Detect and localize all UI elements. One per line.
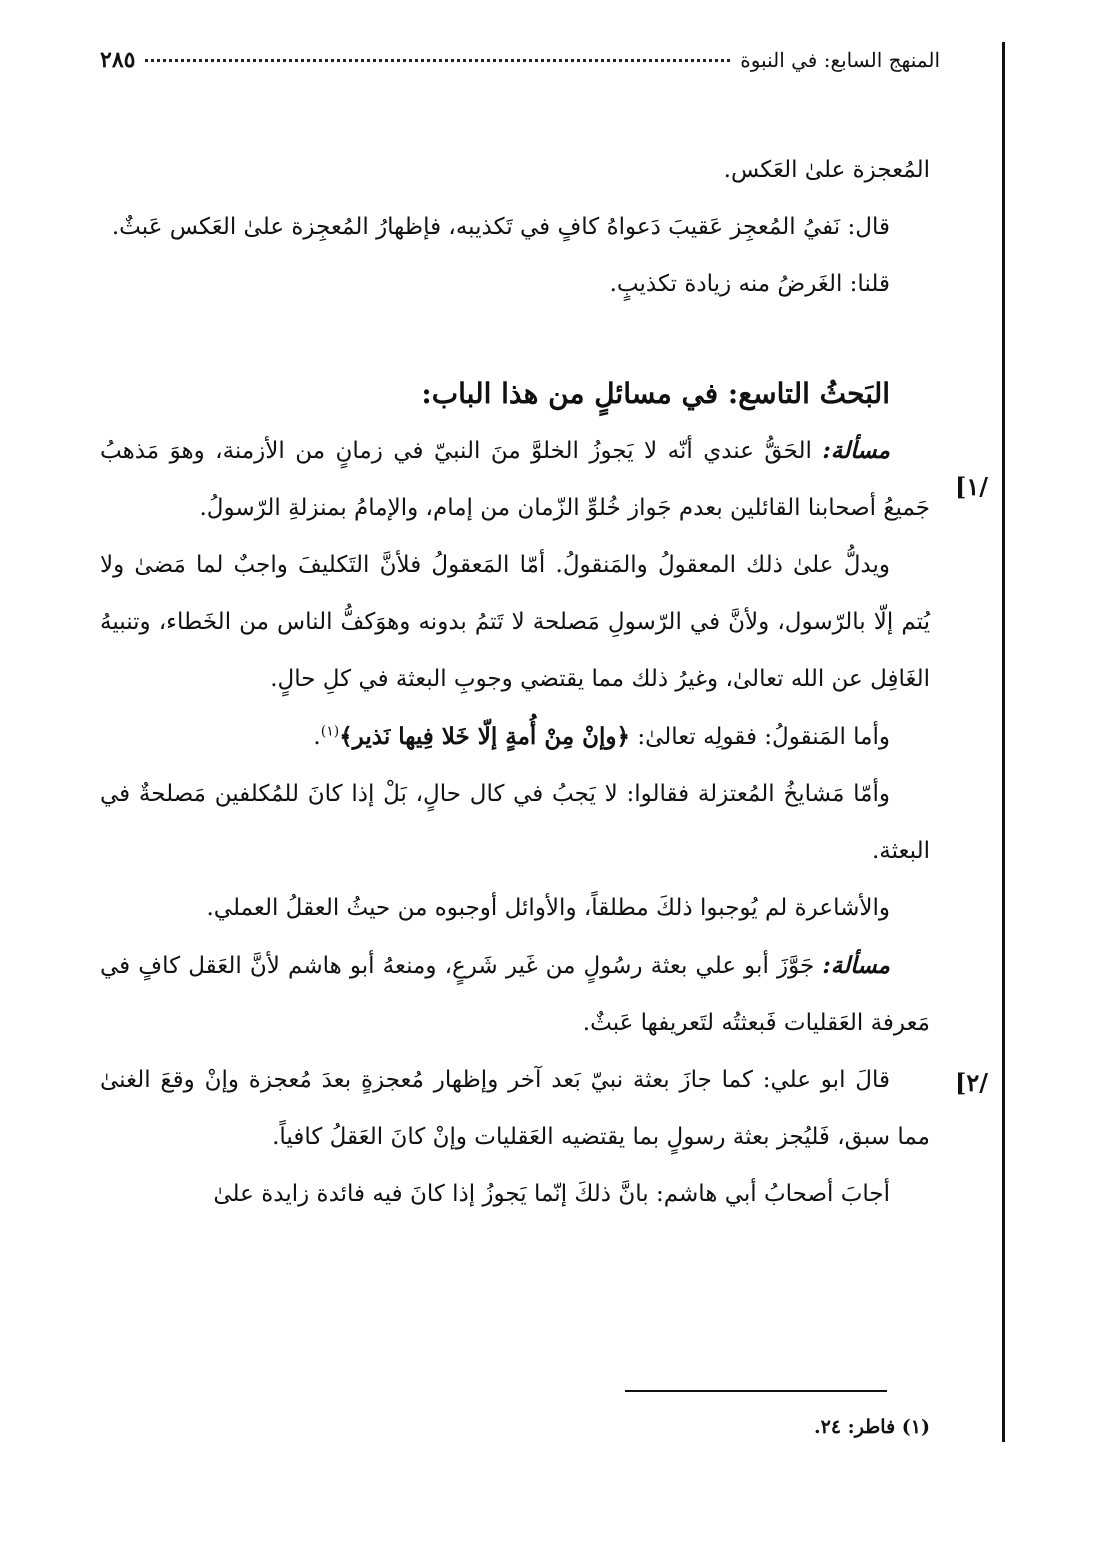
section-heading: البَحثُ التاسع: في مسائلٍ من هذا الباب: — [421, 377, 890, 410]
paragraph: قالَ ابو علي: كما جازَ بعثة نبيّ بَعد آخر وإظهار مُعجزةٍ بعدَ مُعجزة وإنْ وقعَ الغنىٰ مما سبق، فَليُجز بعثة رسولٍ بما يقتضيه العَقليات وإنْ كانَ العَقلُ كافياً. — [100, 1067, 930, 1150]
issue-label: مسألة: — [822, 952, 890, 979]
margin-mark-2: [٢/ — [955, 1068, 989, 1097]
paragraph-text: جَوَّزَ أبو علي بعثة رسُولٍ من غَير شَرعٍ، ومنعهُ أبو هاشم لأنَّ العَقل كافٍ في مَعرفة العَقليات فَبعثتُه لتَعريفها عَبثٌ. — [100, 953, 930, 1036]
running-title: المنهج السابع: في النبوة — [740, 48, 940, 72]
paragraph: وأمّا مَشايخُ المُعتزلة فقالوا: لا يَجبُ في كال حالٍ، بَلْ إذا كانَ للمُكلفين مَصلحةٌ في البعثة. — [100, 781, 930, 864]
quran-verse: ﴿وإنْ مِنْ أُمةٍ إلّا خَلا فِيها نَذير﴾ — [339, 723, 631, 750]
paragraph: ويدلُّ علىٰ ذلك المعقولُ والمَنقولُ. أمّا المَعقولُ فلأنَّ التَكليفَ واجبٌ لما مَضىٰ ولا يُتم إلّا بالرّسول، ولأنَّ في الرّسولِ مَصلحة لا تَتمُ بدونه وهوَكفُّ الناس من الخَطاء، وتنبيهُ الغَافِل عن الله تعالىٰ، وغيرُ ذلك مما يقتضي وجوبِ البعثة في كلِ حالٍ. — [100, 552, 930, 692]
page-number: ٢٨٥ — [100, 47, 136, 73]
footnote: (١) فاطر: ٢٤. — [814, 1416, 930, 1438]
paragraph: أجابَ أصحابُ أبي هاشم: بانَّ ذلكَ إنّما يَجوزُ إذا كانَ فيه فائدة زايدة علىٰ — [213, 1181, 890, 1207]
footnote-ref[interactable]: (١) — [320, 723, 340, 740]
issue-label: مسألة: — [822, 437, 890, 464]
paragraph: قلنا: الغَرضُ منه زيادة تكذيبٍ. — [609, 271, 890, 297]
footnote-separator — [625, 1390, 887, 1392]
main-text — [100, 142, 930, 1223]
margin-mark-1: [١/ — [955, 472, 989, 501]
paragraph — [100, 708, 930, 766]
paragraph: قال: نَفيُ المُعجِز عَقيبَ دَعواهُ كافٍ في تَكذيبه، فإظهارُ المُعجِزة علىٰ العَكس عَبثٌ. — [111, 214, 890, 240]
paragraph-text: وأما المَنقولُ: فقولِه تعالىٰ: — [630, 724, 890, 750]
header-dot-leader — [145, 59, 730, 62]
paragraph-text: . — [313, 724, 321, 750]
page-header — [100, 40, 940, 80]
margin-rule — [1002, 42, 1005, 1442]
paragraph-text: الحَقُّ عندي أنّه لا يَجوزُ الخلوَّ منَ النبيّ في زمانٍ من الأزمنة، وهوَ مَذهبُ جَميعُ أصحابنا القائلين بعدم جَواز خُلوِّ الزّمان من إمام، والإمامُ بمنزلةِ الرّسولُ. — [100, 438, 930, 521]
paragraph — [100, 937, 930, 1052]
paragraph: المُعجزة علىٰ العَكس. — [723, 157, 930, 183]
paragraph — [100, 422, 930, 537]
paragraph: والأشاعرة لم يُوجبوا ذلكَ مطلقاً، والأوائل أوجبوه من حيثُ العقلُ العملي. — [206, 895, 890, 921]
